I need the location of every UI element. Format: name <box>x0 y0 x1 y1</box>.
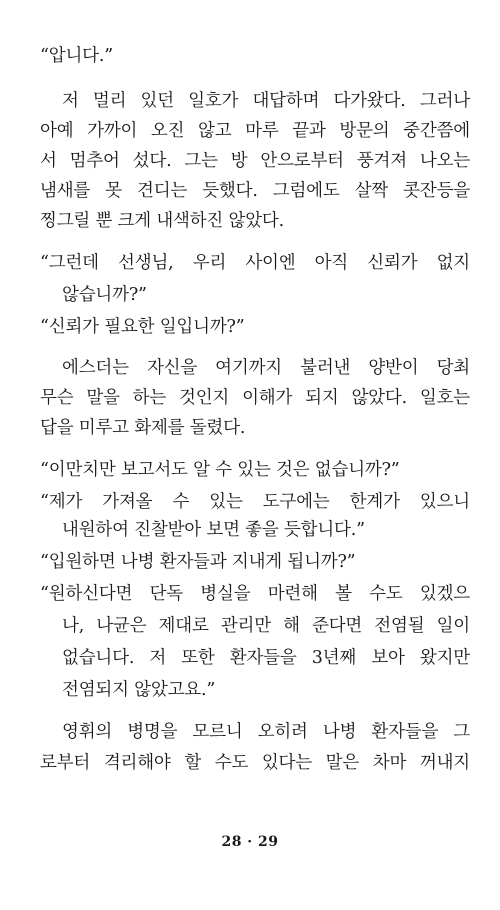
dialogue-line: 없습니다. 저 또한 환자들을 3년째 보아 왔지만 <box>62 648 470 668</box>
dialogue-line: “신뢰가 필요한 일입니까?” <box>40 317 245 337</box>
dialogue-line: “이만치만 보고서도 알 수 있는 것은 없습니까?” <box>40 460 400 480</box>
dialogue-line: “제가 가져올 수 있는 도구에는 한계가 있으니 <box>40 492 470 512</box>
dialogue-line: “입원하면 나병 환자들과 지내게 됩니까?” <box>40 552 356 572</box>
dialogue-line: 내원하여 진찰받아 보면 좋을 듯합니다.” <box>62 520 365 540</box>
paragraph-line: 로부터 격리해야 할 수도 있다는 말은 차마 꺼내지 <box>40 753 470 773</box>
paragraph-line: 서 멈추어 섰다. 그는 방 안으로부터 풍겨져 나오는 <box>40 151 470 171</box>
paragraph-line: 영휘의 병명을 모르니 오히려 나병 환자들을 그 <box>62 722 470 742</box>
paragraph-line: 저 멀리 있던 일호가 대답하며 다가왔다. 그러나 <box>62 91 470 111</box>
dialogue-line: 않습니까?” <box>62 285 147 305</box>
paragraph-line: 에스더는 자신을 여기까지 불러낸 양반이 당최 <box>62 358 470 378</box>
paragraph-line: 답을 미루고 화제를 돌렸다. <box>40 418 246 438</box>
dialogue-line: 전염되지 않았고요.” <box>62 680 216 700</box>
paragraph-line: 아예 가까이 오진 않고 마루 끝과 방문의 중간쯤에 <box>40 121 470 141</box>
dialogue-line: “그런데 선생님, 우리 사이엔 아직 신뢰가 없지 <box>40 253 470 273</box>
paragraph-line: 냄새를 못 견디는 듯했다. 그럼에도 살짝 콧잔등을 <box>40 181 470 201</box>
dialogue-line: “압니다.” <box>40 46 113 66</box>
dialogue-line: 나, 나균은 제대로 관리만 해 준다면 전염될 일이 <box>62 616 470 636</box>
paragraph-line: 찡그릴 뿐 크게 내색하진 않았다. <box>40 211 284 231</box>
paragraph-line: 무슨 말을 하는 것인지 이해가 되지 않았다. 일호는 <box>40 388 470 408</box>
dialogue-line: “원하신다면 단독 병실을 마련해 볼 수도 있겠으 <box>40 584 470 604</box>
page-number: 28 · 29 <box>221 834 279 850</box>
